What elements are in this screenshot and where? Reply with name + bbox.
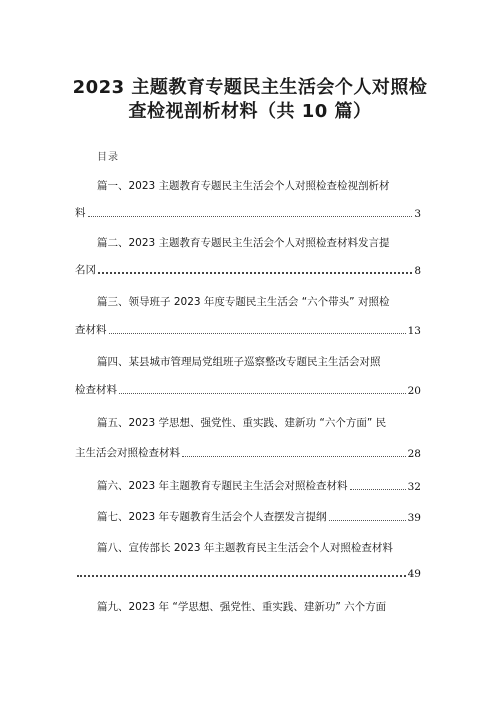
title-line-1: 2023 主题教育专题民主生活会个人对照检 <box>72 77 428 98</box>
toc-entry-title-cont: 检查材料 <box>75 384 117 396</box>
dot-leader <box>98 271 412 274</box>
dot-leader <box>182 455 406 457</box>
toc-entry-title: 篇七、2023 年专题教育生活会个人查摆发言提纲 <box>97 511 327 523</box>
toc-page-number: 3 <box>414 208 421 220</box>
dot-leader <box>109 332 406 334</box>
toc-page-number: 20 <box>407 385 421 397</box>
toc-entry-title: 篇六、2023 年主题教育专题民主生活会对照检查材料 <box>97 480 348 492</box>
toc-entry-title: 篇四、某县城市管理局党组班子巡察整改专题民主生活会对照 <box>97 356 381 368</box>
toc-page-number: 28 <box>407 448 421 460</box>
toc-page-number: 49 <box>407 568 421 580</box>
toc-page-number: 32 <box>407 481 421 493</box>
toc-entry-title-cont: 料 <box>75 207 86 219</box>
toc-entry-title: 篇三、领导班子 2023 年度专题民主生活会 “六个带头” 对照检 <box>97 296 390 308</box>
document-title <box>0 76 500 124</box>
toc-entry-title: 篇二、2023 主题教育专题民主生活会个人对照检查材料发言提 <box>97 237 390 249</box>
toc-page-number: 39 <box>407 512 421 524</box>
toc-page-number: 13 <box>407 325 421 337</box>
toc-page-number: 8 <box>414 265 421 277</box>
toc-entry-title-cont: 主生活会对照检查材料 <box>75 447 180 459</box>
dot-leader <box>119 392 406 394</box>
toc-entry-6[interactable] <box>97 478 421 493</box>
toc-entry-title: 篇一、2023 主题教育专题民主生活会个人对照检查检视剖析材 <box>97 180 390 192</box>
toc-entry-7[interactable] <box>97 509 421 524</box>
toc-entry-title: 篇九、2023 年 “学思想、强党性、重实践、建新功” 六个方面 <box>97 601 387 613</box>
toc-entry-title-cont: 名冈 <box>75 264 96 276</box>
dot-leader <box>329 519 406 521</box>
title-line-2: 查检视剖析材料（共 10 篇） <box>128 101 372 122</box>
toc-heading: 目录 <box>97 152 119 163</box>
dot-leader <box>77 574 406 577</box>
dot-leader <box>88 215 413 217</box>
toc-entry-title-cont: 查材料 <box>75 324 107 336</box>
toc-entry-title: 篇五、2023 学思想、强党性、重实践、建新功 “六个方面” 民 <box>97 417 387 429</box>
toc-entry-title: 篇八、宣传部长 2023 年主题教育民主生活会个人对照检查材料 <box>97 542 393 554</box>
dot-leader <box>350 488 406 490</box>
